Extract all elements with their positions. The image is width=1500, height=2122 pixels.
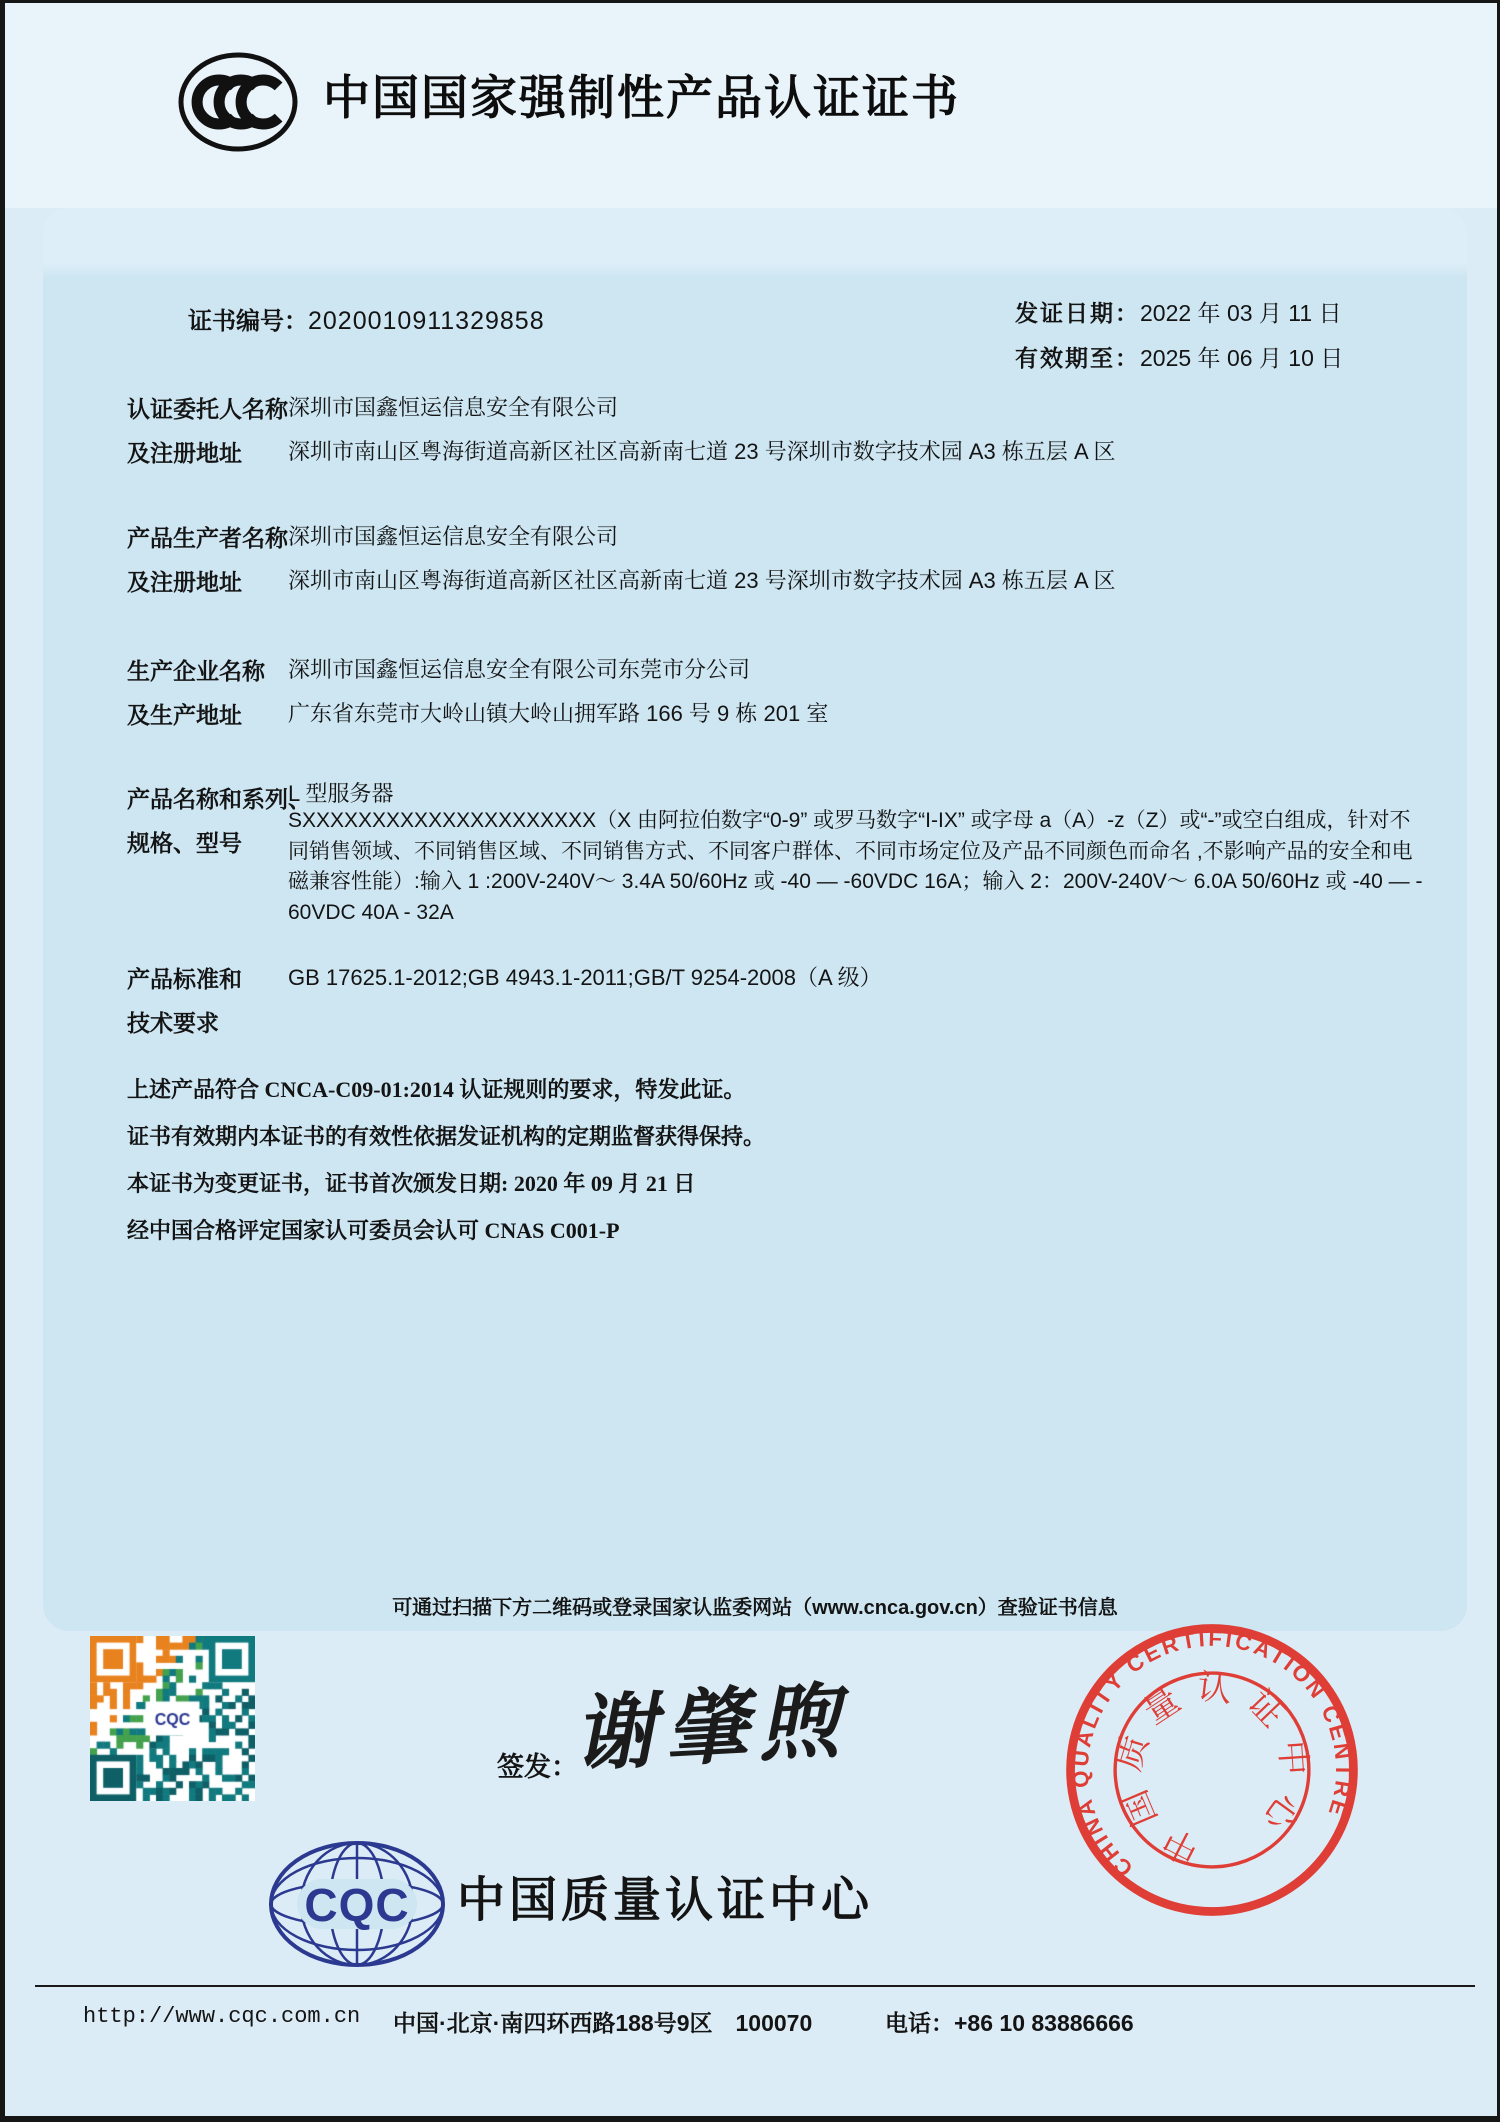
product-name-label-line2: 规格、型号 [127, 830, 242, 856]
statement-line-2: 证书有效期内本证书的有效性依据发证机构的定期监督获得保持。 [127, 1124, 766, 1149]
footer-address: 中国·北京·南四环西路188号9区 100070 [393, 2010, 813, 2036]
producer-address-label: 及注册地址 [127, 569, 242, 595]
issue-date-value: 2022 年 03 月 11 日 [1140, 300, 1342, 326]
qr-code [90, 1636, 255, 1801]
factory-address-label: 及生产地址 [127, 702, 242, 728]
applicant-address-label: 及注册地址 [127, 440, 242, 466]
certificate-number-row [188, 301, 545, 336]
cqc-stamp [1057, 1615, 1367, 1925]
standard-label-line2: 技术要求 [127, 1010, 219, 1036]
factory-name-value: 深圳市国鑫恒运信息安全有限公司东莞市分公司 [288, 657, 751, 682]
applicant-name-value: 深圳市国鑫恒运信息安全有限公司 [288, 395, 619, 420]
footer-website: http://www.cqc.com.cn [83, 2004, 361, 2029]
standard-value: GB 17625.1-2012;GB 4943.1-2011;GB/T 9254-2008（A 级） [288, 965, 882, 990]
svg-text:CHINA QUALITY CERTIFICATION CE [1057, 1615, 1367, 1889]
certificate-number-label: 证书编号： [188, 309, 308, 335]
ccc-mark-icon [177, 51, 299, 153]
product-spec-text: SXXXXXXXXXXXXXXXXXXXXX（X 由阿拉伯数字“0-9” 或罗马数字“I-IX” 或字母 a（A）-z（Z）或“-”或空白组成，针对不同销售领域、不同销售区域、不同销售方式、不同客户群体、不同市场定位及产品不同颜色而命名 ,不影响产品的安全和电磁兼容性能）:输入 1 :200V-240V～ 3.4A 50/60Hz 或 -40 — -60VDC 16A；输入 2：200V-240V～ 6.0A 50/60Hz 或 -40 — -60VDC 40A - 32A [288, 809, 1423, 924]
signer-signature: 谢肇煦 [571, 1672, 852, 1784]
producer-address-value: 深圳市南山区粤海街道高新区社区高新南七道 23 号深圳市数字技术园 A3 栋五层 A 区 [288, 568, 1116, 593]
factory-address-value: 广东省东莞市大岭山镇大岭山拥军路 166 号 9 栋 201 室 [288, 701, 829, 726]
valid-until-value: 2025 年 06 月 10 日 [1140, 345, 1344, 371]
statement-line-3: 本证书为变更证书，证书首次颁发日期: 2020 年 09 月 21 日 [127, 1171, 696, 1196]
factory-name-label: 生产企业名称 [127, 658, 265, 684]
stamp-ring-text: CHINA QUALITY CERTIFICATION CENTRE [1067, 1625, 1357, 1882]
producer-name-value: 深圳市国鑫恒运信息安全有限公司 [288, 524, 619, 549]
issued-by-label: 签发： [497, 1752, 578, 1782]
statement-line-1: 上述产品符合 CNCA-C09-01:2014 认证规则的要求，特发此证。 [127, 1077, 746, 1102]
certificate-title: 中国国家强制性产品认证证书 [323, 71, 960, 124]
issuer-name: 中国质量认证中心 [457, 1874, 874, 1927]
certificate-number-value: 2020010911329858 [308, 307, 545, 335]
product-name-label-line1: 产品名称和系列、 [127, 786, 311, 812]
footer-phone-label: 电话： [885, 2010, 954, 2036]
standard-label-line1: 产品标准和 [127, 966, 242, 992]
verification-note: 可通过扫描下方二维码或登录国家认监委网站（www.cnca.gov.cn）查验证书信息 [392, 1597, 1118, 1619]
statement-line-4: 经中国合格评定国家认可委员会认可 CNAS C001-P [127, 1218, 620, 1243]
footer-phone-number: +86 10 83886666 [954, 2010, 1134, 2036]
issue-date-label: 发证日期： [1015, 301, 1140, 326]
applicant-address-value: 深圳市南山区粤海街道高新区社区高新南七道 23 号深圳市数字技术园 A3 栋五层 A 区 [288, 439, 1116, 464]
applicant-name-label: 认证委托人名称 [127, 396, 288, 422]
cqc-logo-text: CQC [304, 1879, 410, 1931]
valid-until-row [1015, 340, 1343, 373]
producer-name-label: 产品生产者名称 [127, 525, 288, 551]
issue-date-row [1015, 295, 1342, 328]
footer-divider [35, 1985, 1475, 1987]
stamp-inner-text: 中国质量认证中心 [1108, 1667, 1315, 1871]
footer-phone [885, 2005, 1134, 2038]
valid-until-label: 有效期至： [1015, 346, 1140, 371]
cqc-globe-icon [263, 1839, 451, 1969]
product-name-value: L 型服务器 [288, 781, 394, 806]
